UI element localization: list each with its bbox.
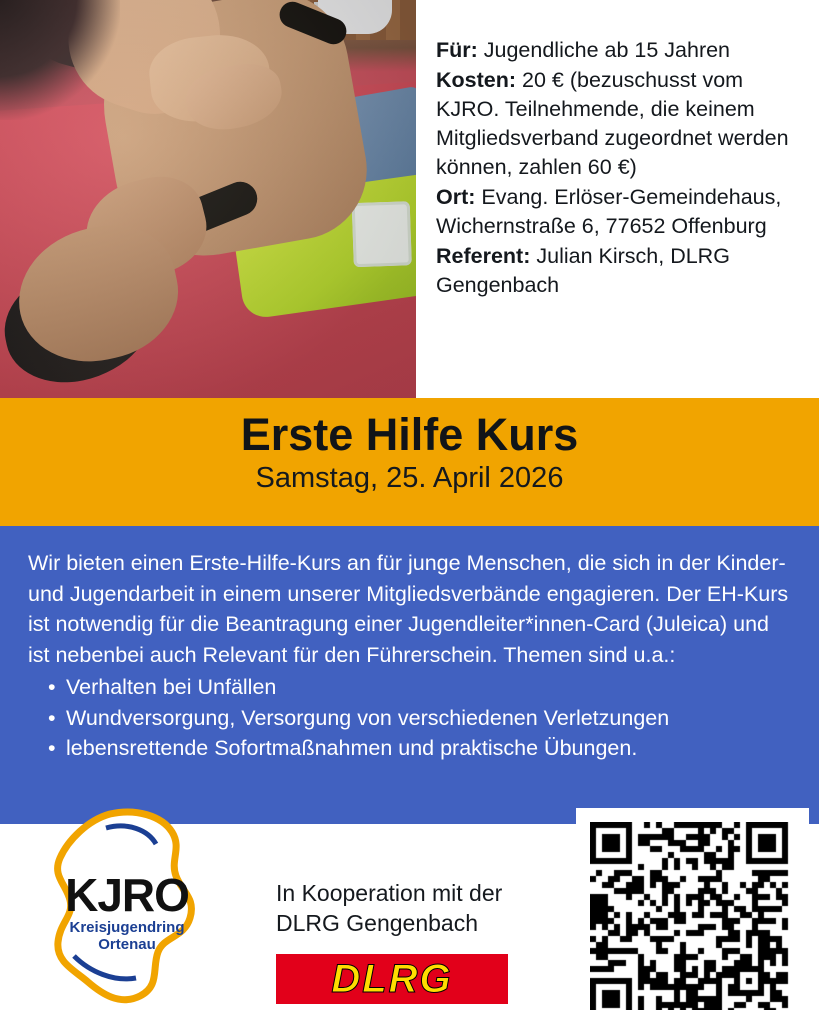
- detail-item-referent: [436, 242, 797, 300]
- list-item: • Verhalten bei Unfällen: [66, 672, 791, 703]
- detail-label-kosten: Kosten:: [436, 68, 517, 93]
- description-band: [0, 526, 819, 824]
- dlrg-logo: [276, 954, 508, 1004]
- footer: [0, 824, 819, 1024]
- detail-label-referent: Referent:: [436, 244, 531, 269]
- description-paragraph: Wir bieten einen Erste-Hilfe-Kurs an für junge Menschen, die sich in der Kinder- und Jugendarbeit in einem unserer Mitgliedsverbände engagieren. Der EH-Kurs ist notwendig für die Beantragung einer Jugendleiter*innen-Card (Juleica) und ist nebenbei auch Relevant für den Führerschein. Themen sind u.a.:: [28, 551, 789, 667]
- topics-list: [28, 672, 791, 764]
- qr-code-canvas: [590, 822, 795, 1010]
- detail-text-ort: Evang. Erlöser-Gemeindehaus, Wichernstraße 6, 77652 Offenburg: [436, 185, 782, 239]
- cpr-training-photo: [0, 0, 416, 398]
- detail-label-fuer: Für:: [436, 38, 478, 62]
- list-item: • Wundversorgung, Versorgung von verschiedenen Verletzungen: [66, 703, 791, 734]
- detail-text-fuer: Jugendliche ab 15 Jahren: [477, 38, 731, 62]
- detail-item-kosten: [436, 66, 797, 182]
- list-item: • lebensrettende Sofortmaßnahmen und praktische Übungen.: [66, 733, 791, 764]
- detail-text-kosten: 20 € (bezuschusst vom KJRO. Teilnehmende, die keinem Mitgliedsverband zugeordnet werden können, zahlen 60 €): [436, 68, 789, 180]
- top-section: [0, 0, 819, 398]
- kjro-logo-subtitle: Kreisjugendring Ortenau: [69, 919, 185, 954]
- page-title: Erste Hilfe Kurs: [240, 409, 579, 460]
- title-band: [0, 398, 819, 526]
- qr-code[interactable]: [576, 808, 809, 1024]
- dlrg-logo-text: DLRG: [331, 956, 453, 1001]
- photo-vignette: [0, 0, 416, 398]
- kjro-logo: [44, 806, 204, 1006]
- event-date: Samstag, 25. April 2026: [255, 462, 564, 495]
- detail-label-ort: Ort:: [436, 185, 476, 210]
- cooperation-text: In Kooperation mit der DLRG Gengenbach: [276, 880, 503, 937]
- detail-text-referent: Julian Kirsch, DLRG Gengenbach: [436, 244, 730, 298]
- course-details: [416, 0, 819, 398]
- detail-item-ort: [436, 183, 797, 241]
- kjro-logo-text: KJRO: [65, 869, 189, 921]
- detail-item-fuer: [436, 36, 797, 65]
